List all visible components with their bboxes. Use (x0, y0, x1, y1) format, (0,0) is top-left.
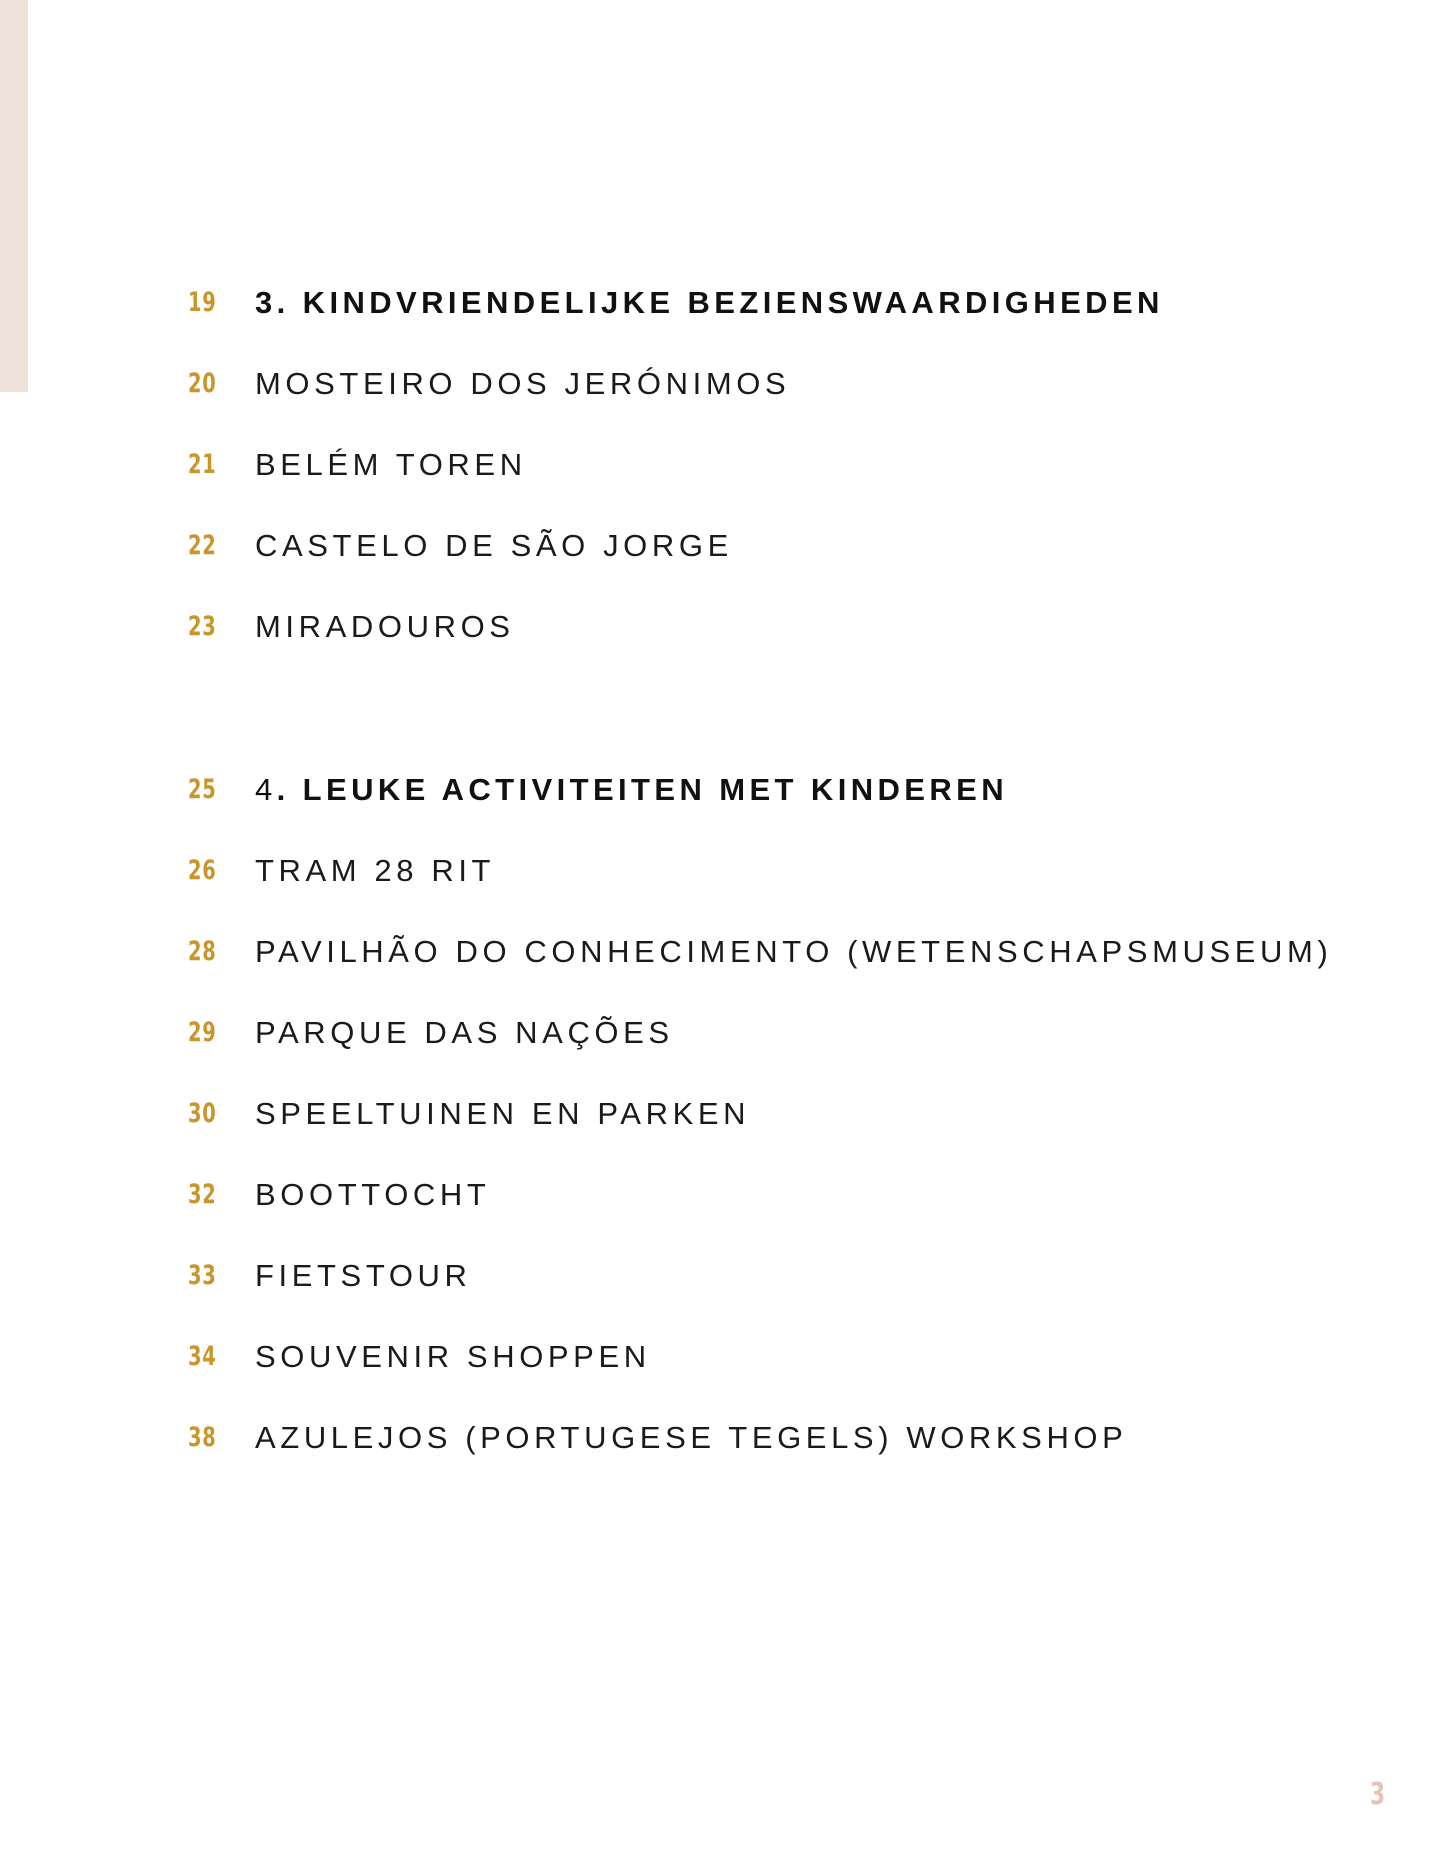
toc-item-title: BOOTTOCHT (255, 1177, 491, 1212)
toc-item-title: MIRADOUROS (255, 609, 515, 644)
toc-heading-text: . LEUKE ACTIVITEITEN MET KINDEREN (276, 772, 1009, 807)
toc-heading-title (255, 283, 1164, 323)
toc-page-number: 23 (188, 611, 217, 642)
toc-heading-title (255, 770, 1008, 810)
toc-page-number: 19 (188, 287, 217, 318)
toc-page-number: 25 (188, 774, 217, 805)
toc-heading-text: 3. KINDVRIENDELIJKE BEZIENSWAARDIGHEDEN (255, 285, 1164, 320)
toc-item-title: SOUVENIR SHOPPEN (255, 1339, 651, 1374)
decorative-side-bar (0, 0, 28, 392)
toc-page-number: 30 (188, 1098, 217, 1129)
toc-page-number: 22 (188, 530, 217, 561)
toc-item-title: SPEELTUINEN EN PARKEN (255, 1096, 751, 1131)
toc-item-title: PARQUE DAS NAÇÕES (255, 1015, 674, 1050)
toc-page-number: 21 (188, 449, 217, 480)
toc-item-title: BELÉM TOREN (255, 447, 527, 482)
toc-heading-prefix: 4 (255, 772, 277, 807)
toc-item-title: PAVILHÃO DO CONHECIMENTO (WETENSCHAPSMUSEUM) (255, 934, 1333, 969)
toc-item-title: FIETSTOUR (255, 1258, 472, 1293)
toc-page-number: 33 (188, 1260, 217, 1291)
toc-item-title: MOSTEIRO DOS JERÓNIMOS (255, 366, 791, 401)
toc-page-number: 34 (188, 1341, 217, 1372)
toc-page-number: 32 (188, 1179, 217, 1210)
toc-page-number: 20 (188, 368, 217, 399)
toc-page-number: 29 (188, 1017, 217, 1048)
toc-page-number: 38 (188, 1422, 217, 1453)
toc-page-number: 28 (188, 936, 217, 967)
toc-item-title: CASTELO DE SÃO JORGE (255, 528, 733, 563)
footer-page-number: 3 (1370, 1777, 1386, 1812)
toc-item-title: TRAM 28 RIT (255, 853, 496, 888)
toc-item-title: AZULEJOS (PORTUGESE TEGELS) WORKSHOP (255, 1420, 1128, 1455)
toc-page-number: 26 (188, 855, 217, 886)
